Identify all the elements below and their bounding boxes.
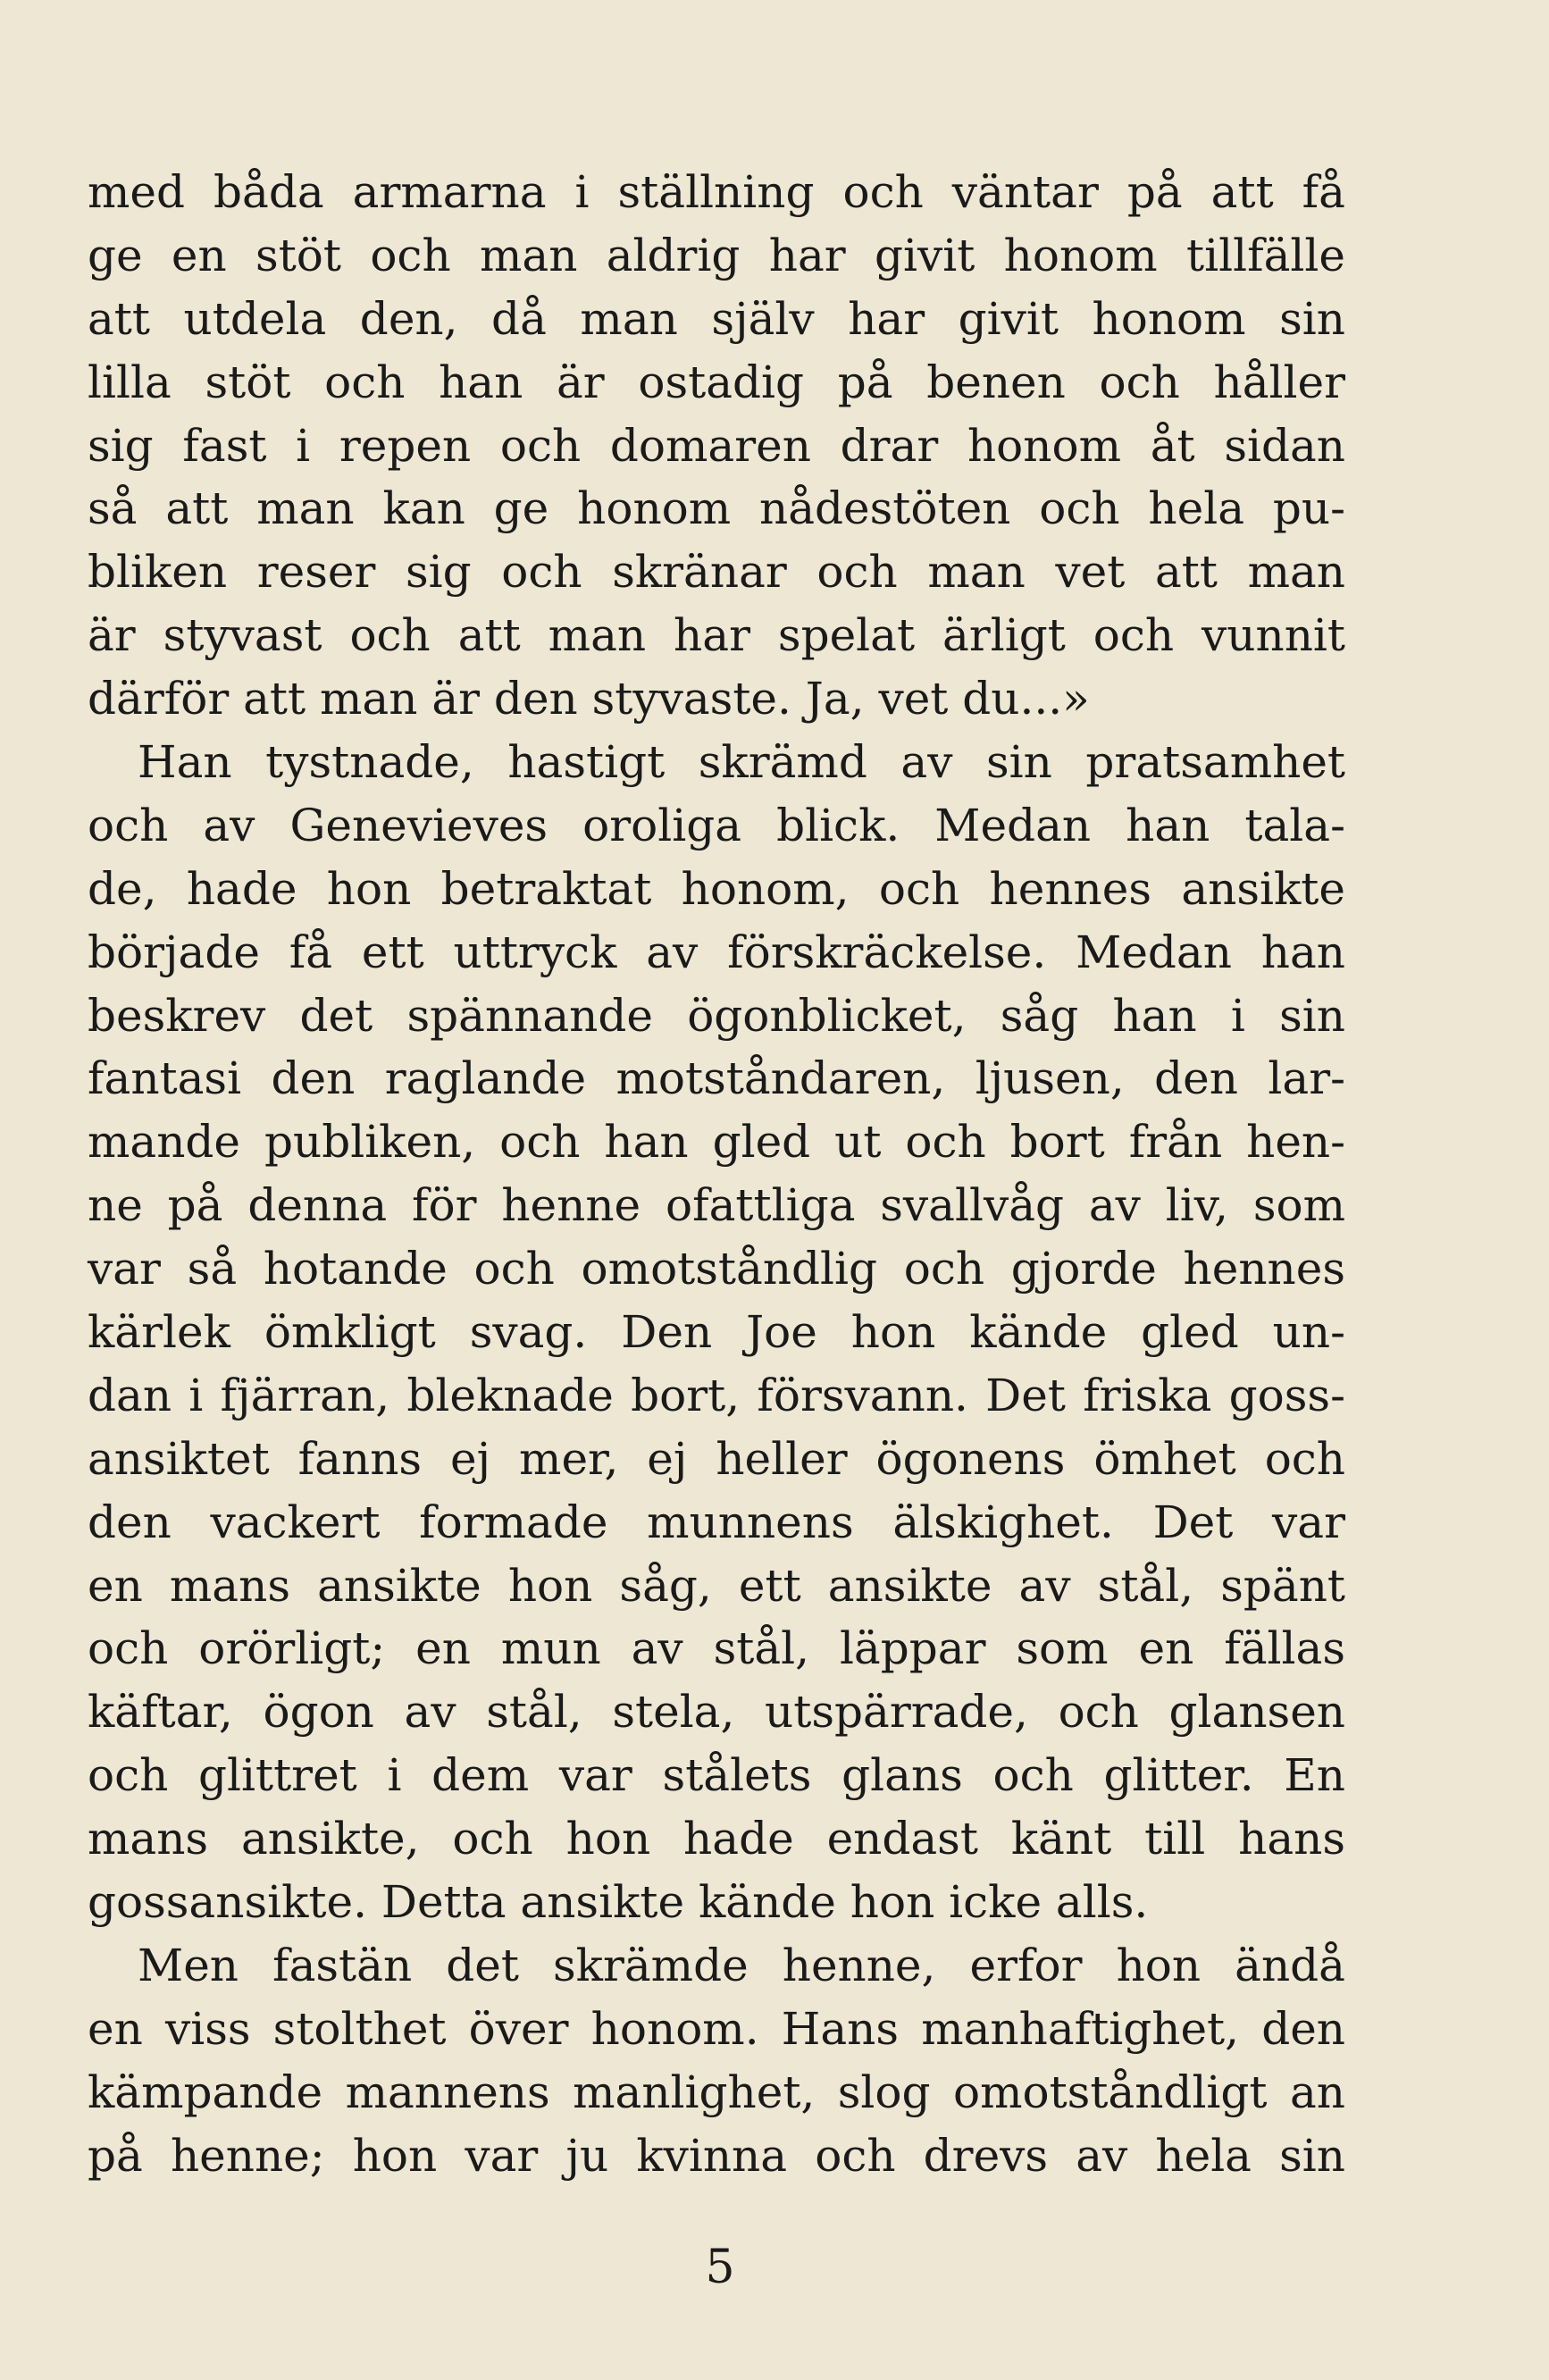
text-line: bliken reser sig och skränar och man vet att man (88, 546, 1345, 599)
text-line: Men fastän det skrämde henne, erfor hon ändå (138, 1939, 1345, 1991)
text-line: mans ansikte, och hon hade endast känt till hans (88, 1813, 1345, 1865)
text-line: att utdela den, då man själv har givit honom sin (88, 292, 1345, 345)
text-line: käftar, ögon av stål, stela, utspärrade, och glansen (88, 1686, 1345, 1739)
text-line: och glittret i dem var stålets glans och glitter. En (88, 1749, 1345, 1802)
text-line: Han tystnade, hastigt skrämd av sin pratsamhet (138, 736, 1345, 789)
text-line: ge en stöt och man aldrig har givit honom tillfälle (88, 229, 1345, 281)
text-line: de, hade hon betraktat honom, och hennes ansikte (88, 862, 1345, 915)
page-number: 5 (705, 2241, 735, 2294)
text-line: började få ett uttryck av förskräckelse. Medan han (88, 926, 1345, 978)
text-line: och orörligt; en mun av stål, läppar som en fällas (88, 1622, 1345, 1675)
text-line: beskrev det spännande ögonblicket, såg han i sin (88, 989, 1345, 1042)
text-line: en mans ansikte hon såg, ett ansikte av stål, spänt (88, 1559, 1345, 1612)
text-line: så att man kan ge honom nådestöten och hela pu- (88, 482, 1345, 535)
text-line: gossansikte. Detta ansikte kände hon icke alls. (88, 1876, 1149, 1929)
text-line: var så hotande och omotståndlig och gjorde hennes (88, 1243, 1345, 1295)
text-line: med båda armarna i ställning och väntar på att få (88, 166, 1345, 218)
text-line: och av Genevieves oroliga blick. Medan han tala- (88, 799, 1345, 851)
text-line: den vackert formade munnens älskighet. Det var (88, 1496, 1345, 1548)
text-line: ne på denna för henne ofattliga svallvåg av liv, som (88, 1179, 1345, 1232)
text-line: fantasi den raglande motståndaren, ljusen, den lar- (88, 1052, 1345, 1105)
text-line: lilla stöt och han är ostadig på benen och håller (88, 356, 1345, 408)
text-line: kärlek ömkligt svag. Den Joe hon kände gled un- (88, 1306, 1345, 1359)
body-text (88, 161, 1345, 2188)
text-line: är styvast och att man har spelat ärligt och vunnit (88, 609, 1345, 662)
text-line: på henne; hon var ju kvinna och drevs av hela sin (88, 2129, 1345, 2182)
text-line: dan i fjärran, bleknade bort, försvann. Det friska goss- (88, 1369, 1345, 1421)
text-line: kämpande mannens manlighet, slog omotståndligt an (88, 2066, 1345, 2118)
text-line: sig fast i repen och domaren drar honom åt sidan (88, 419, 1345, 472)
text-line: mande publiken, och han gled ut och bort från hen- (88, 1116, 1345, 1169)
text-line: ansiktet fanns ej mer, ej heller ögonens ömhet och (88, 1432, 1345, 1485)
text-line: en viss stolthet över honom. Hans manhaftighet, den (88, 2002, 1345, 2055)
text-line: därför att man är den styvaste. Ja, vet du...» (88, 673, 1090, 725)
